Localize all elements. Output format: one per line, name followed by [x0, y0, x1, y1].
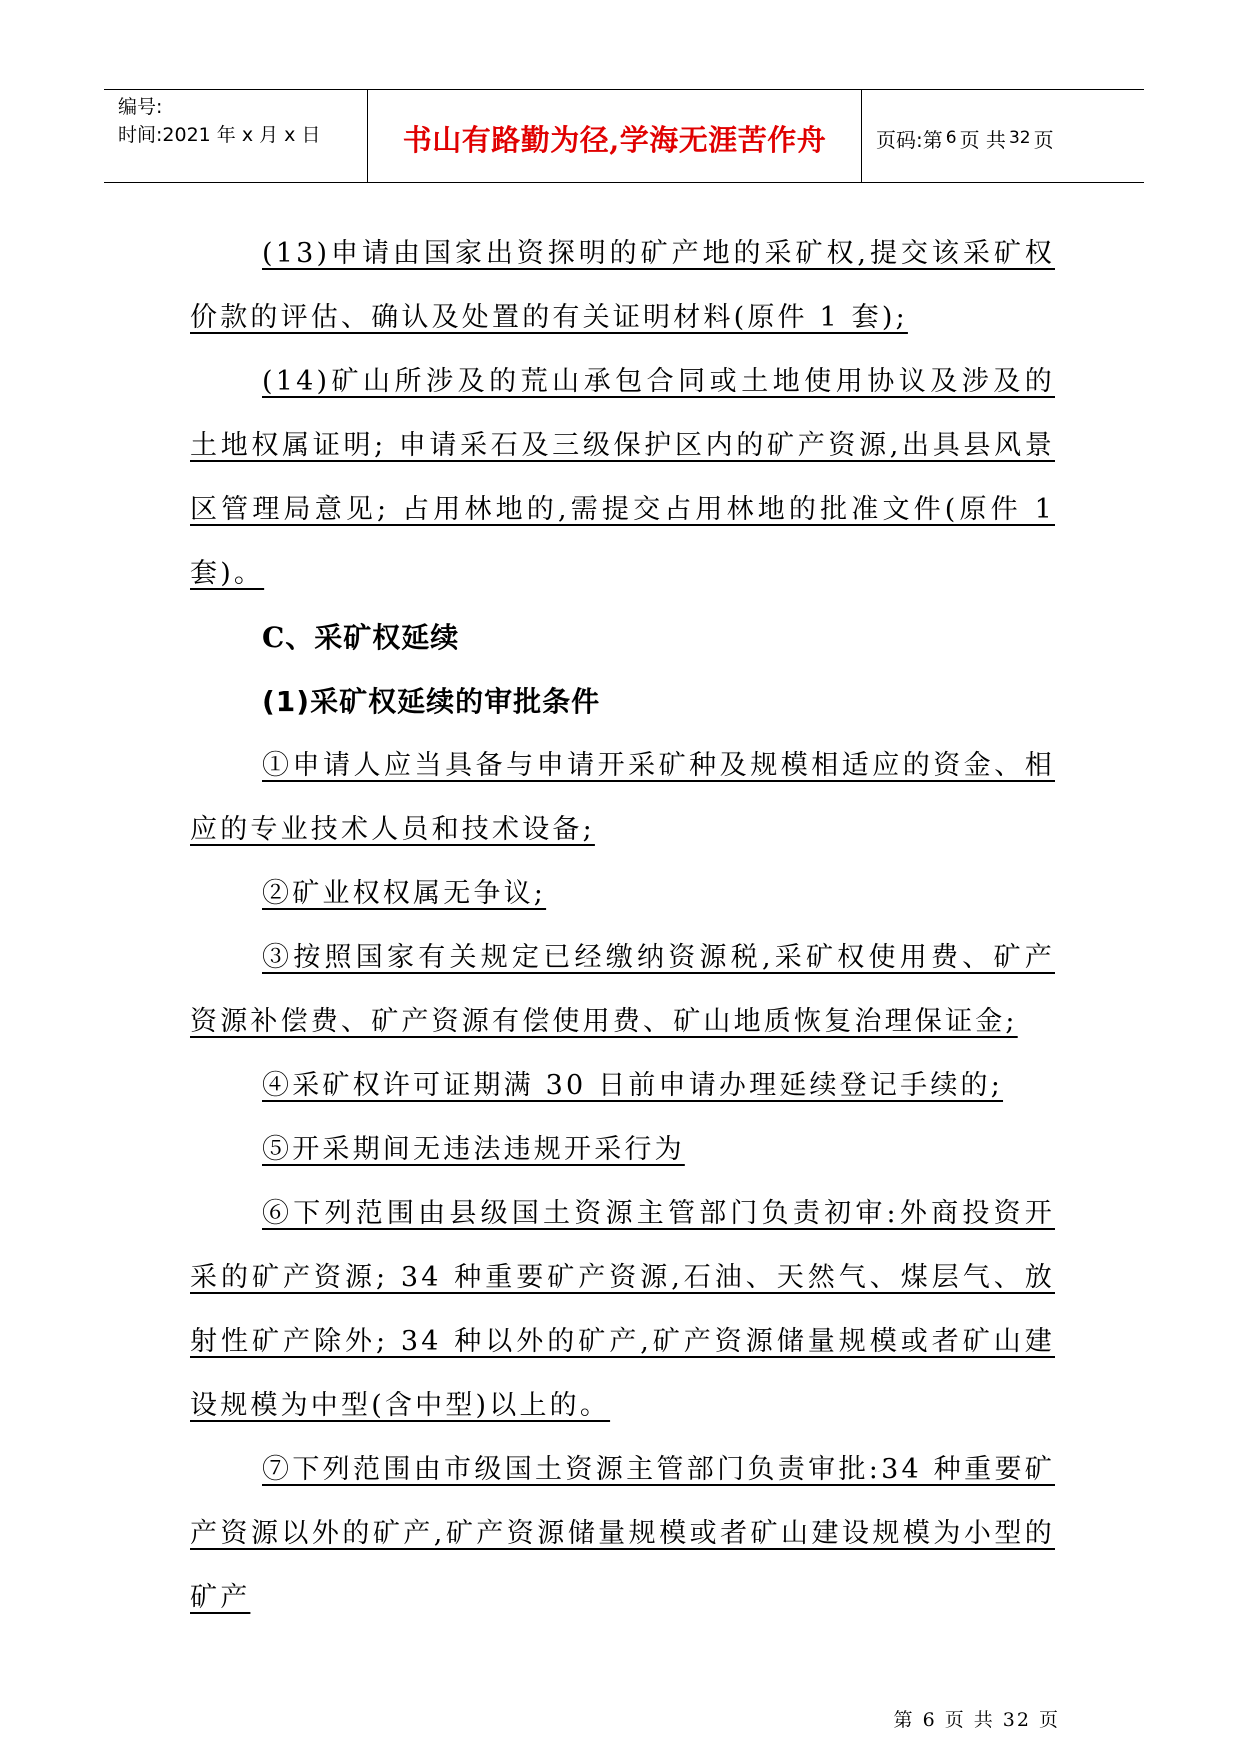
condition-3-text: ③按照国家有关规定已经缴纳资源税,采矿权使用费、矿产资源补偿费、矿产资源有偿使用费、矿山地质恢复治理保证金;: [190, 942, 1055, 1037]
page-current: 6: [945, 128, 957, 148]
paragraph-14: [190, 350, 1055, 606]
condition-3: [190, 926, 1055, 1054]
header-motto-cell: [368, 90, 862, 182]
paragraph-13-text: (13)申请由国家出资探明的矿产地的采矿权,提交该采矿权价款的评估、确认及处置的有关证明材料(原件 1 套);: [190, 238, 1055, 333]
document-body: [190, 222, 1055, 1630]
header-motto: 书山有路勤为径,学海无涯苦作舟: [402, 122, 827, 157]
condition-1: [190, 734, 1055, 862]
page-label-mid: 页 共: [959, 127, 1006, 152]
header-meta: [104, 90, 368, 182]
serial-label: 编号:: [118, 96, 163, 118]
condition-5: [190, 1118, 1055, 1182]
paragraph-14-text: (14)矿山所涉及的荒山承包合同或土地使用协议及涉及的土地权属证明; 申请采石及三级保护区内的矿产资源,出具县风景区管理局意见; 占用林地的,需提交占用林地的批准文件(原件 1 套)。: [190, 366, 1055, 589]
condition-5-text: ⑤开采期间无违法违规开采行为: [262, 1134, 685, 1165]
page-label-post: 页: [1033, 127, 1054, 152]
condition-2-text: ②矿业权权属无争议;: [262, 878, 547, 909]
time-label: 时间:2021 年 x 月 x 日: [118, 124, 321, 146]
condition-6-text: ⑥下列范围由县级国土资源主管部门负责初审:外商投资开采的矿产资源; 34 种重要矿产资源,石油、天然气、煤层气、放射性矿产除外; 34 种以外的矿产,矿产资源储量规模或者矿山建设规模为中型(含中型)以上的。: [190, 1198, 1055, 1421]
condition-6: [190, 1182, 1055, 1438]
section-subheading: (1)采矿权延续的审批条件: [262, 685, 601, 718]
condition-4: [190, 1054, 1055, 1118]
paragraph-13: [190, 222, 1055, 350]
page-footer: 第 6 页 共 32 页: [893, 1709, 1060, 1731]
section-heading: C、采矿权延续: [262, 621, 460, 654]
page-header: [104, 89, 1144, 183]
page-label-pre: 页码:第: [876, 127, 943, 152]
condition-1-text: ①申请人应当具备与申请开采矿种及规模相适应的资金、相应的专业技术人员和技术设备;: [190, 750, 1055, 845]
condition-7-text: ⑦下列范围由市级国土资源主管部门负责审批:34 种重要矿产资源以外的矿产,矿产资源储量规模或者矿山建设规模为小型的矿产: [190, 1454, 1055, 1613]
page-total: 32: [1008, 128, 1031, 148]
condition-7: [190, 1438, 1055, 1630]
condition-4-text: ④采矿权许可证期满 30 日前申请办理延续登记手续的;: [262, 1070, 1004, 1101]
condition-2: [190, 862, 1055, 926]
header-page-number: [862, 92, 1144, 184]
